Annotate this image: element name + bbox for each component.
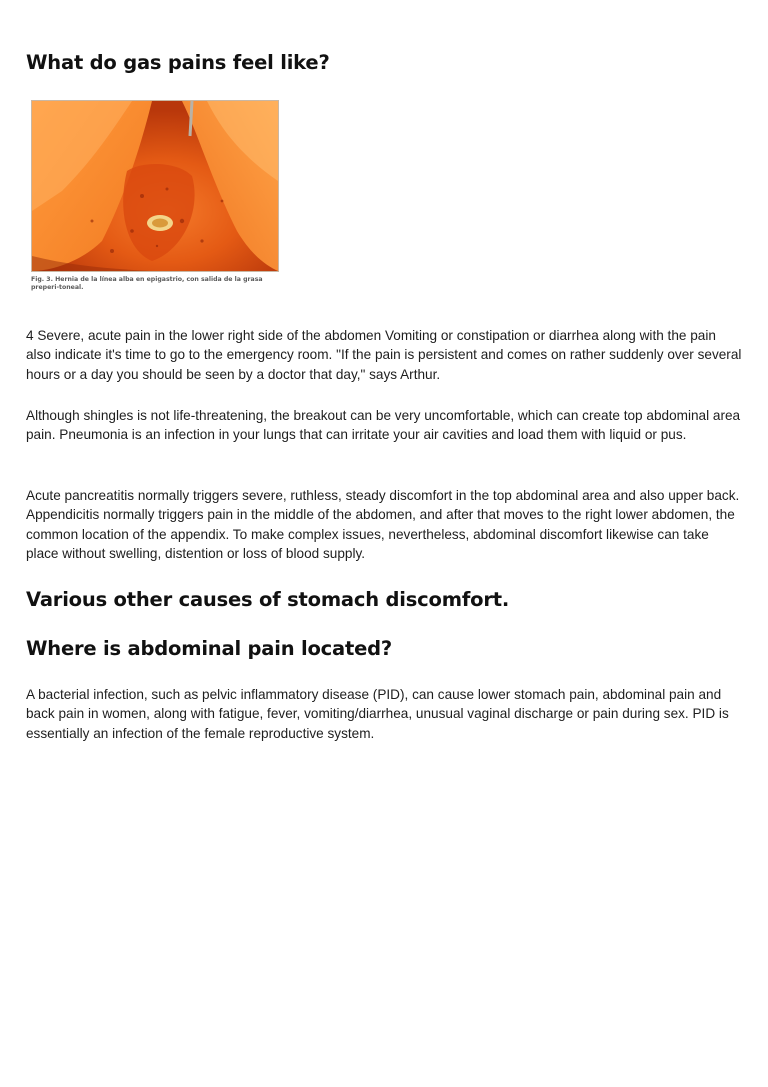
paragraph-shingles: Although shingles is not life-threatening, the breakout can be very uncomfortable, which can create top abdominal area pain. Pneumonia is an infection in your lungs that can irritate your air cavities and load them with liquid or pus.: [26, 408, 741, 443]
heading-pain-location: Where is abdominal pain located?: [26, 637, 393, 660]
surgical-photo: [31, 100, 279, 272]
heading-other-causes: Various other causes of stomach discomfort.: [26, 588, 510, 611]
surgical-figure: [31, 100, 283, 292]
figure-caption: Fig. 3. Hernia de la línea alba en epigastrio, con salida de la grasa preperi-toneal.: [31, 276, 263, 291]
heading-gas-pains: What do gas pains feel like?: [26, 51, 330, 74]
paragraph-pid: A bacterial infection, such as pelvic inflammatory disease (PID), can cause lower stomach pain, abdominal pain and back pain in women, along with fatigue, fever, vomiting/diarrhea, unusual vaginal discharge or pain during sex. PID is essentially an infection of the female reproductive system.: [26, 687, 729, 741]
paragraph-pancreatitis: Acute pancreatitis normally triggers severe, ruthless, steady discomfort in the top abdominal area and also upper back. Appendicitis normally triggers pain in the middle of the abdomen, and after that moves to the right lower abdomen, the common location of the appendix. To make complex issues, nevertheless, abdominal discomfort likewise can take place without swelling, distention or loss of blood supply.: [26, 488, 740, 561]
paragraph-severe-pain: 4 Severe, acute pain in the lower right side of the abdomen Vomiting or constipation or diarrhea along with the pain also indicate it's time to go to the emergency room. "If the pain is persistent and comes on rather suddenly over several hours or a day you should be seen by a doctor that day," says Arthur.: [26, 328, 742, 382]
